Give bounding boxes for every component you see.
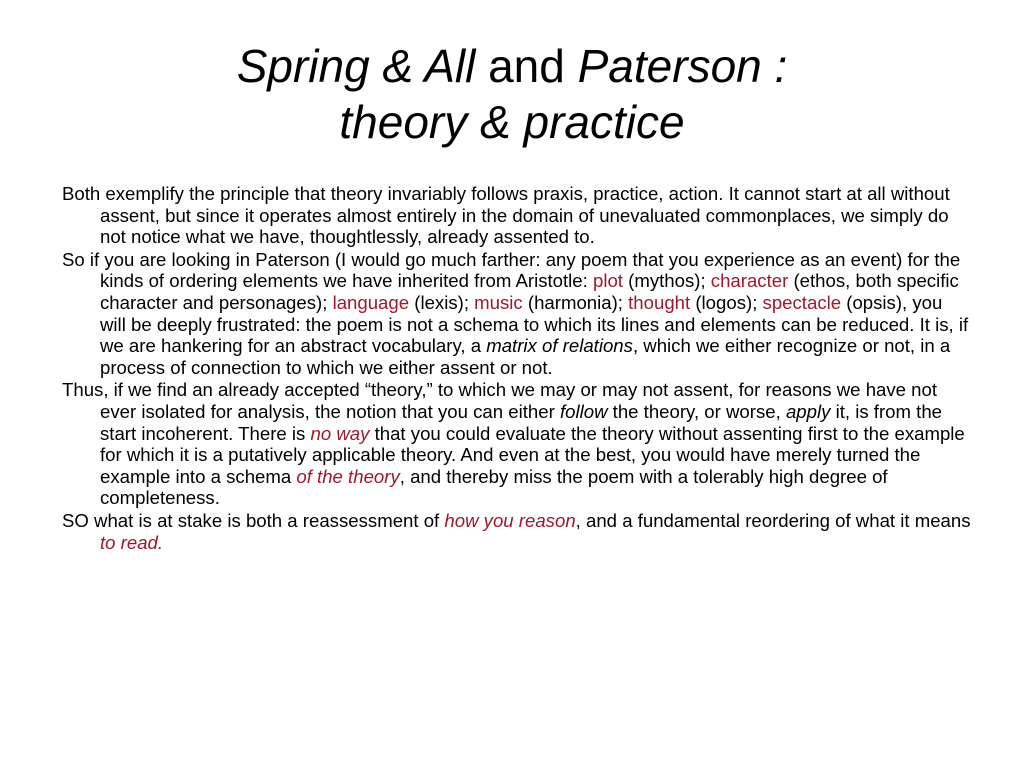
paragraph-3-text-4: that you could evaluate the theory without assenting first to the example for which it is a putatively applicable theory. And even at the best, you would have merely turned the example into a schema (100, 422, 965, 487)
paragraph-2 (62, 249, 972, 379)
paragraph-3 (62, 379, 972, 509)
paragraph-3-text-5: , and thereby miss the poem with a tolerably high degree of completeness. (100, 465, 888, 509)
term-plot: plot (592, 270, 623, 292)
paragraph-2-text-4: (lexis); (409, 291, 475, 313)
paragraph-1 (62, 183, 972, 248)
term-matrix-of-relations: matrix of relations (486, 335, 633, 357)
title-subtitle: theory & practice (339, 96, 685, 148)
title-paterson: Paterson : (577, 40, 788, 92)
slide-body (62, 183, 972, 554)
paragraph-4-text-1: SO what is at stake is both a reassessment of (62, 509, 445, 531)
paragraph-1-text: Both exemplify the principle that theory invariably follows praxis, practice, action. It cannot start at all without assent, but since it operates almost entirely in the domain of unevaluated commonplaces, we simply do not notice what we have, thoughtlessly, already assented to. (62, 183, 950, 248)
title-and: and (475, 40, 578, 92)
term-how-you-reason: how you reason (444, 509, 576, 531)
paragraph-3-text-1: Thus, if we find an already accepted “theory,” to which we may or may not assent, for reasons we have not ever isolated for analysis, the notion that you can either (62, 379, 938, 422)
term-apply: apply (785, 400, 831, 422)
slide-title (0, 38, 1024, 150)
paragraph-2-text-1: So if you are looking in Paterson (I would go much farther: any poem that you experience as an event) for the kinds of ordering elements we have inherited from Aristotle: (62, 248, 961, 292)
paragraph-2-text-7: (opsis), you will be deeply frustrated: the poem is not a schema to which its lines and elements can be reduced. It is, if we are hankering for an abstract vocabulary, a (100, 291, 969, 357)
paragraph-2-text-5: (harmonia); (522, 291, 629, 313)
term-of-the-theory: of the theory (296, 465, 400, 487)
term-character: character (710, 270, 789, 292)
term-music: music (474, 291, 523, 313)
paragraph-4 (62, 510, 972, 553)
term-thought: thought (628, 291, 691, 313)
paragraph-2-text-8: , which we either recognize or not, in a process of connection to which we either assent or not. (100, 335, 951, 378)
paragraph-3-text-2: the theory, or worse, (607, 400, 786, 422)
paragraph-4-text-2: , and a fundamental reordering of what it means (575, 509, 971, 531)
term-spectacle: spectacle (762, 291, 842, 313)
paragraph-3-text-3: it, is from the start incoherent. There is (100, 400, 942, 444)
term-no-way: no way (310, 422, 370, 444)
term-language: language (332, 291, 410, 313)
paragraph-2-text-3: (ethos, both specific character and personages); (100, 270, 959, 313)
title-spring-and-all: Spring & All (236, 40, 476, 92)
paragraph-2-text-6: (logos); (690, 291, 763, 313)
paragraph-2-text-2: (mythos); (622, 270, 711, 292)
term-to-read: to read. (100, 531, 164, 553)
term-follow: follow (559, 400, 608, 422)
